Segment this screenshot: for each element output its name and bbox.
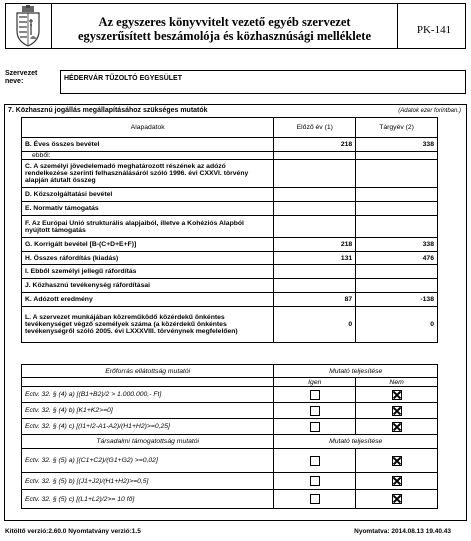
no-checkbox[interactable] <box>392 406 402 416</box>
row-prev-value[interactable] <box>274 152 356 160</box>
row-curr-value[interactable] <box>356 202 438 216</box>
indicator-label: Ectv. 32. § (4) b) [K1+K2>=0] <box>22 403 274 419</box>
social-fulfil-header: Mutató teljesítése <box>274 435 438 449</box>
indicator-label: Ectv. 32. § (4) a) [(B1+B2)/2 > 1.000.000,- Ft] <box>22 387 274 403</box>
resources-header: Erőforrás ellátottság mutatói <box>22 365 274 378</box>
row-label: ebből: <box>22 152 274 160</box>
table-row <box>22 238 438 252</box>
table-row <box>22 202 438 216</box>
yes-checkbox[interactable] <box>310 494 320 504</box>
row-curr-value[interactable]: -138 <box>356 293 438 307</box>
footer-printed: Nyomtatva: 2014.08.13 19.40.43 <box>354 528 451 535</box>
org-label-line2: neve: <box>5 78 24 85</box>
social-header-row <box>22 435 438 449</box>
row-curr-value[interactable] <box>356 216 438 238</box>
form-title-line2: egyszerűsített beszámolója és közhasznúsági melléklete <box>78 29 371 43</box>
no-checkbox[interactable] <box>392 422 402 432</box>
row-curr-value[interactable] <box>356 160 438 188</box>
yes-no-row <box>22 378 438 387</box>
org-label-line1: Szervezet <box>5 70 38 77</box>
social-header: Társadalmi támogatottság mutatói <box>22 435 274 449</box>
row-prev-value[interactable]: 218 <box>274 138 356 152</box>
table-header-row <box>22 118 438 138</box>
indicator-label: Ectv. 32. § (5) c) [(L1+L2)/2>= 10 fő] <box>22 490 274 509</box>
form-code: PK-141 <box>416 24 452 36</box>
row-prev-value[interactable] <box>274 160 356 188</box>
indicator-row <box>22 403 438 419</box>
header-divider <box>51 3 52 49</box>
yes-checkbox[interactable] <box>310 406 320 416</box>
row-prev-value[interactable] <box>274 216 356 238</box>
row-label: K. Adózott eredmény <box>22 293 274 307</box>
indicator-row <box>22 387 438 403</box>
row-label: H. Összes ráfordítás (kiadás) <box>22 252 274 265</box>
table-row <box>22 138 438 152</box>
indicator-row <box>22 490 438 509</box>
yes-checkbox[interactable] <box>310 422 320 432</box>
yes-checkbox[interactable] <box>310 456 320 466</box>
no-label: Nem <box>356 378 438 387</box>
row-label: D. Közszolgáltatási bevétel <box>22 188 274 202</box>
col-header-curr: Tárgyév (2) <box>356 118 438 138</box>
no-checkbox[interactable] <box>392 494 402 504</box>
table-row <box>22 293 438 307</box>
form-title-line1: Az egyszeres könyvvitelt vezető egyéb szervezet <box>98 15 351 29</box>
table-row <box>22 160 438 188</box>
table-row <box>22 307 438 343</box>
row-prev-value[interactable] <box>274 279 356 293</box>
row-prev-value[interactable]: 0 <box>274 307 356 343</box>
data-table <box>21 117 438 343</box>
indicator-label: Ectv. 32. § (5) a) [(C1+C2)/(G1+G2) >=0,02] <box>22 449 274 473</box>
resources-header-row <box>22 365 438 378</box>
row-prev-value[interactable]: 87 <box>274 293 356 307</box>
org-name-field[interactable]: HÉDERVÁR TŰZOLTÓ EGYESÜLET <box>60 70 466 94</box>
no-checkbox[interactable] <box>392 390 402 400</box>
row-curr-value[interactable] <box>356 265 438 279</box>
row-curr-value[interactable] <box>356 188 438 202</box>
yes-label: Igen <box>274 378 356 387</box>
row-prev-value[interactable] <box>274 265 356 279</box>
section-note: (Adatok ezer forintban.) <box>398 108 461 114</box>
indicator-row <box>22 473 438 490</box>
row-label: B. Éves összes bevétel <box>22 138 274 152</box>
indicator-label: Ectv. 32. § (5) b) [(J1+J2)/(H1+H2)>=0,5] <box>22 473 274 490</box>
row-label: G. Korrigált bevétel [B-(C+D+E+F)] <box>22 238 274 252</box>
org-label <box>5 70 37 86</box>
table-row <box>22 279 438 293</box>
row-prev-value[interactable] <box>274 188 356 202</box>
coat-of-arms-icon <box>13 5 43 47</box>
col-header-main: Alapadatok <box>22 118 274 138</box>
table-row <box>22 216 438 238</box>
form-title <box>57 3 392 49</box>
no-checkbox[interactable] <box>392 476 402 486</box>
row-curr-value[interactable]: 0 <box>356 307 438 343</box>
table-row <box>22 252 438 265</box>
row-label: L. A szervezet munkájában közreműködő közérdekű önkéntes tevékenységet végző személyek száma (a közérdekű önkéntes tevékenységről szóló 2005. évi LXXXVIII. törvénynek megfelelően) <box>22 307 274 343</box>
indicator-row <box>22 419 438 435</box>
row-prev-value[interactable]: 218 <box>274 238 356 252</box>
row-curr-value[interactable] <box>356 152 438 160</box>
indicator-label: Ectv. 32. § (4) c) [(I1+I2-A1-A2)/(H1+H2)>=0,25] <box>22 419 274 435</box>
row-curr-value[interactable]: 338 <box>356 138 438 152</box>
yes-checkbox[interactable] <box>310 476 320 486</box>
table-row <box>22 265 438 279</box>
row-label: F. Az Európai Unió strukturális alapjaiból, illetve a Kohéziós Alapból nyújtott támogatás <box>22 216 274 238</box>
row-label: J. Közhasznú tevékenység ráfordításai <box>22 279 274 293</box>
table-row <box>22 152 438 160</box>
yes-checkbox[interactable] <box>310 390 320 400</box>
header-divider <box>397 3 398 49</box>
row-label: E. Normatív támogatás <box>22 202 274 216</box>
indicator-row <box>22 449 438 473</box>
table-row <box>22 188 438 202</box>
section-title: 7. Közhasznú jogállás megállapításához szükséges mutatók <box>8 107 208 114</box>
col-header-prev: Előző év (1) <box>274 118 356 138</box>
row-prev-value[interactable] <box>274 202 356 216</box>
footer-version: Kitöltő verzió:2.60.0 Nyomtatvány verzió:1.5 <box>5 528 141 535</box>
no-checkbox[interactable] <box>392 456 402 466</box>
row-label: I. Ebből személyi jellegű ráfordítás <box>22 265 274 279</box>
row-curr-value[interactable] <box>356 279 438 293</box>
row-label: C. A személyi jövedelemadó meghatározott részének az adózó rendelkezése szerinti felhasználásáról szóló 1996. évi CXXVI. törvény alapján átutalt összeg <box>22 160 274 188</box>
row-prev-value[interactable]: 131 <box>274 252 356 265</box>
resources-fulfil-header: Mutató teljesítése <box>274 365 438 378</box>
row-curr-value[interactable]: 338 <box>356 238 438 252</box>
row-curr-value[interactable]: 476 <box>356 252 438 265</box>
indicators-table <box>21 364 438 509</box>
